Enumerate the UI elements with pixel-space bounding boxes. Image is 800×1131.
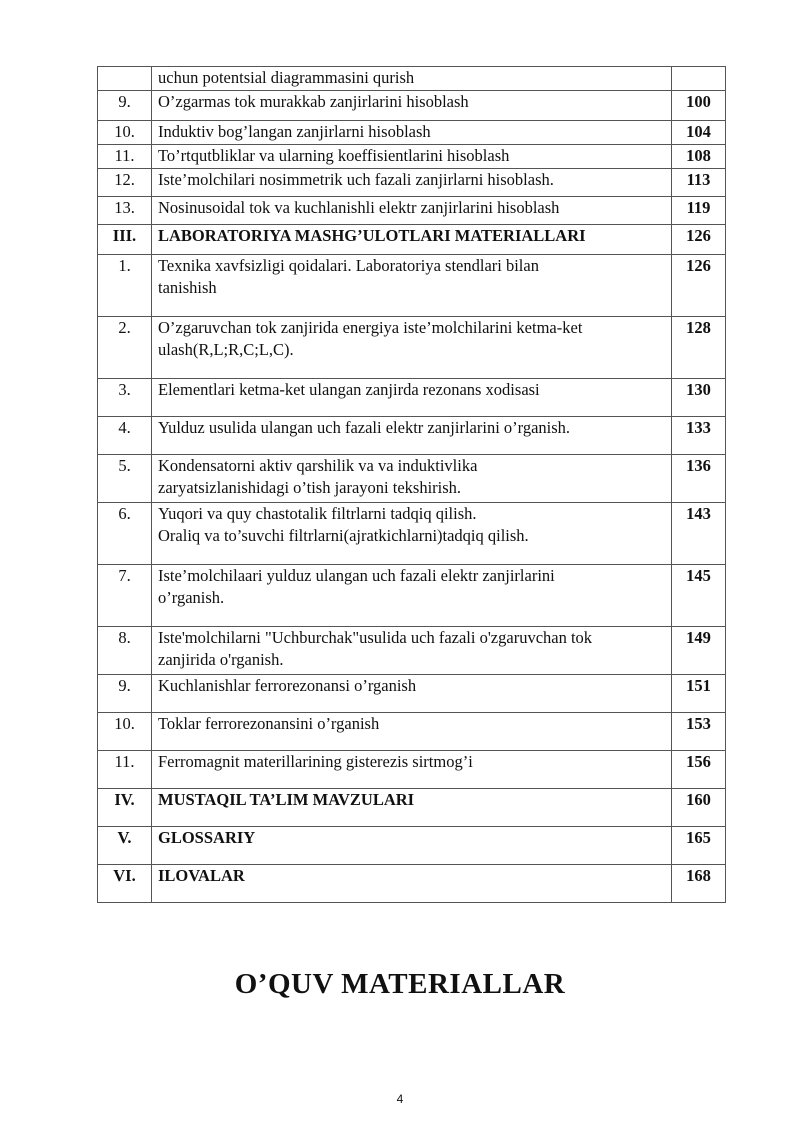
toc-item-number: VI.: [98, 865, 152, 903]
toc-row: [98, 713, 726, 751]
toc-item-number: 10.: [98, 121, 152, 145]
toc-row: [98, 169, 726, 197]
toc-item-title-cell: [152, 121, 672, 145]
toc-item-title-cell: [152, 225, 672, 255]
toc-row: [98, 455, 726, 503]
toc-item-page: 100: [672, 91, 726, 121]
toc-item-title-cell: [152, 789, 672, 827]
toc-row: [98, 255, 726, 317]
toc-row: [98, 417, 726, 455]
toc-item-title: Yuqori va quy chastotalik filtrlarni tadqiq qilish.: [158, 504, 477, 523]
toc-item-title: Kuchlanishlar ferrorezonansi o’rganish: [158, 676, 417, 695]
toc-item-title-continuation: o’rganish.: [158, 588, 225, 607]
toc-item-title: Toklar ferrorezonansini o’rganish: [158, 714, 380, 733]
toc-item-number: 9.: [98, 675, 152, 713]
toc-item-page: 156: [672, 751, 726, 789]
toc-item-page: 145: [672, 565, 726, 627]
toc-item-number: 11.: [98, 751, 152, 789]
toc-item-page: 113: [672, 169, 726, 197]
toc-item-title-cell: [152, 255, 672, 317]
toc-item-title: uchun potentsial diagrammasini qurish: [158, 68, 415, 87]
toc-item-title: Nosinusoidal tok va kuchlanishli elektr zanjirlarini hisoblash: [158, 198, 560, 217]
toc-item-title-cell: [152, 565, 672, 627]
toc-item-page: 149: [672, 627, 726, 675]
toc-item-title: Iste’molchilaari yulduz ulangan uch fazali elektr zanjirlarini: [158, 566, 555, 585]
toc-item-page: 126: [672, 255, 726, 317]
toc-row: [98, 91, 726, 121]
toc-item-page: 104: [672, 121, 726, 145]
toc-item-page: 136: [672, 455, 726, 503]
toc-item-number: 11.: [98, 145, 152, 169]
toc-item-number: 2.: [98, 317, 152, 379]
toc-item-title-cell: [152, 865, 672, 903]
toc-row: [98, 67, 726, 91]
toc-item-title-cell: [152, 379, 672, 417]
toc-item-title: Iste’molchilari nosimmetrik uch fazali zanjirlarni hisoblash.: [158, 170, 554, 189]
toc-item-title: Induktiv bog’langan zanjirlarni hisoblash: [158, 122, 431, 141]
toc-section-row: [98, 225, 726, 255]
toc-item-number: 4.: [98, 417, 152, 455]
toc-row: [98, 379, 726, 417]
toc-item-title: GLOSSARIY: [158, 828, 256, 847]
toc-section-row: [98, 827, 726, 865]
table-of-contents: [97, 66, 726, 903]
toc-item-number: 9.: [98, 91, 152, 121]
toc-item-title: Kondensatorni aktiv qarshilik va va induktivlika: [158, 456, 478, 475]
toc-item-number: IV.: [98, 789, 152, 827]
toc-item-number: 8.: [98, 627, 152, 675]
toc-item-title: To’rtqutbliklar va ularning koeffisientlarini hisoblash: [158, 146, 510, 165]
toc-row: [98, 197, 726, 225]
toc-item-title-cell: [152, 145, 672, 169]
toc-item-title: Ferromagnit materillarining gisterezis sirtmog’i: [158, 752, 473, 771]
toc-item-page: 119: [672, 197, 726, 225]
toc-row: [98, 751, 726, 789]
toc-row: [98, 145, 726, 169]
toc-item-number: 12.: [98, 169, 152, 197]
toc-row: [98, 317, 726, 379]
toc-item-title-continuation: zaryatsizlanishidagi o’tish jarayoni tekshirish.: [158, 478, 462, 497]
toc-item-page: 130: [672, 379, 726, 417]
toc-item-title-cell: [152, 713, 672, 751]
toc-item-page: 165: [672, 827, 726, 865]
toc-item-number: 7.: [98, 565, 152, 627]
toc-item-page: 126: [672, 225, 726, 255]
toc-item-number: III.: [98, 225, 152, 255]
toc-row: [98, 565, 726, 627]
toc-item-page: 153: [672, 713, 726, 751]
toc-item-title: Iste'molchilarni "Uchburchak"usulida uch fazali o'zgaruvchan tok: [158, 628, 593, 647]
toc-item-title-continuation: ulash(R,L;R,C;L,C).: [158, 340, 294, 359]
toc-item-title-cell: [152, 675, 672, 713]
toc-item-title-continuation: tanishish: [158, 278, 217, 297]
toc-row: [98, 503, 726, 565]
toc-item-number: 6.: [98, 503, 152, 565]
toc-item-page: 133: [672, 417, 726, 455]
toc-item-title-cell: [152, 827, 672, 865]
toc-item-title-cell: [152, 67, 672, 91]
toc-item-page: [672, 67, 726, 91]
toc-item-title-cell: [152, 197, 672, 225]
toc-item-page: 151: [672, 675, 726, 713]
toc-item-page: 128: [672, 317, 726, 379]
toc-item-title-cell: [152, 627, 672, 675]
toc-item-title-continuation: zanjirida o'rganish.: [158, 650, 284, 669]
toc-item-number: 1.: [98, 255, 152, 317]
section-heading: O’QUV MATERIALLAR: [234, 968, 566, 1000]
toc-item-number: 5.: [98, 455, 152, 503]
toc-item-title-cell: [152, 417, 672, 455]
toc-item-title-cell: [152, 503, 672, 565]
toc-item-title: MUSTAQIL TA’LIM MAVZULARI: [158, 790, 415, 809]
toc-row: [98, 627, 726, 675]
toc-item-number: 3.: [98, 379, 152, 417]
toc-item-title-cell: [152, 169, 672, 197]
toc-item-title: Yulduz usulida ulangan uch fazali elektr zanjirlarini o’rganish.: [158, 418, 571, 437]
toc-row: [98, 121, 726, 145]
toc-item-title: LABORATORIYA MASHG’ULOTLARI MATERIALLARI: [158, 226, 586, 245]
page-number: 4: [396, 1092, 404, 1106]
toc-item-page: 160: [672, 789, 726, 827]
toc-body: [98, 67, 726, 903]
toc-item-title: O’zgarmas tok murakkab zanjirlarini hisoblash: [158, 92, 469, 111]
toc-item-number: [98, 67, 152, 91]
toc-item-title-cell: [152, 317, 672, 379]
toc-item-number: 10.: [98, 713, 152, 751]
toc-item-title-cell: [152, 751, 672, 789]
toc-item-page: 168: [672, 865, 726, 903]
toc-section-row: [98, 789, 726, 827]
toc-item-page: 108: [672, 145, 726, 169]
toc-item-number: V.: [98, 827, 152, 865]
toc-item-title: Elementlari ketma-ket ulangan zanjirda rezonans xodisasi: [158, 380, 540, 399]
toc-item-title: Texnika xavfsizligi qoidalari. Laboratoriya stendlari bilan: [158, 256, 539, 275]
toc-item-title: ILOVALAR: [158, 866, 245, 885]
toc-item-title-cell: [152, 91, 672, 121]
toc-item-number: 13.: [98, 197, 152, 225]
toc-item-title: O’zgaruvchan tok zanjirida energiya iste’molchilarini ketma-ket: [158, 318, 583, 337]
toc-item-title-cell: [152, 455, 672, 503]
toc-row: [98, 675, 726, 713]
toc-section-row: [98, 865, 726, 903]
toc-item-title-continuation: Oraliq va to’suvchi filtrlarni(ajratkichlarni)tadqiq qilish.: [158, 526, 529, 545]
toc-item-page: 143: [672, 503, 726, 565]
